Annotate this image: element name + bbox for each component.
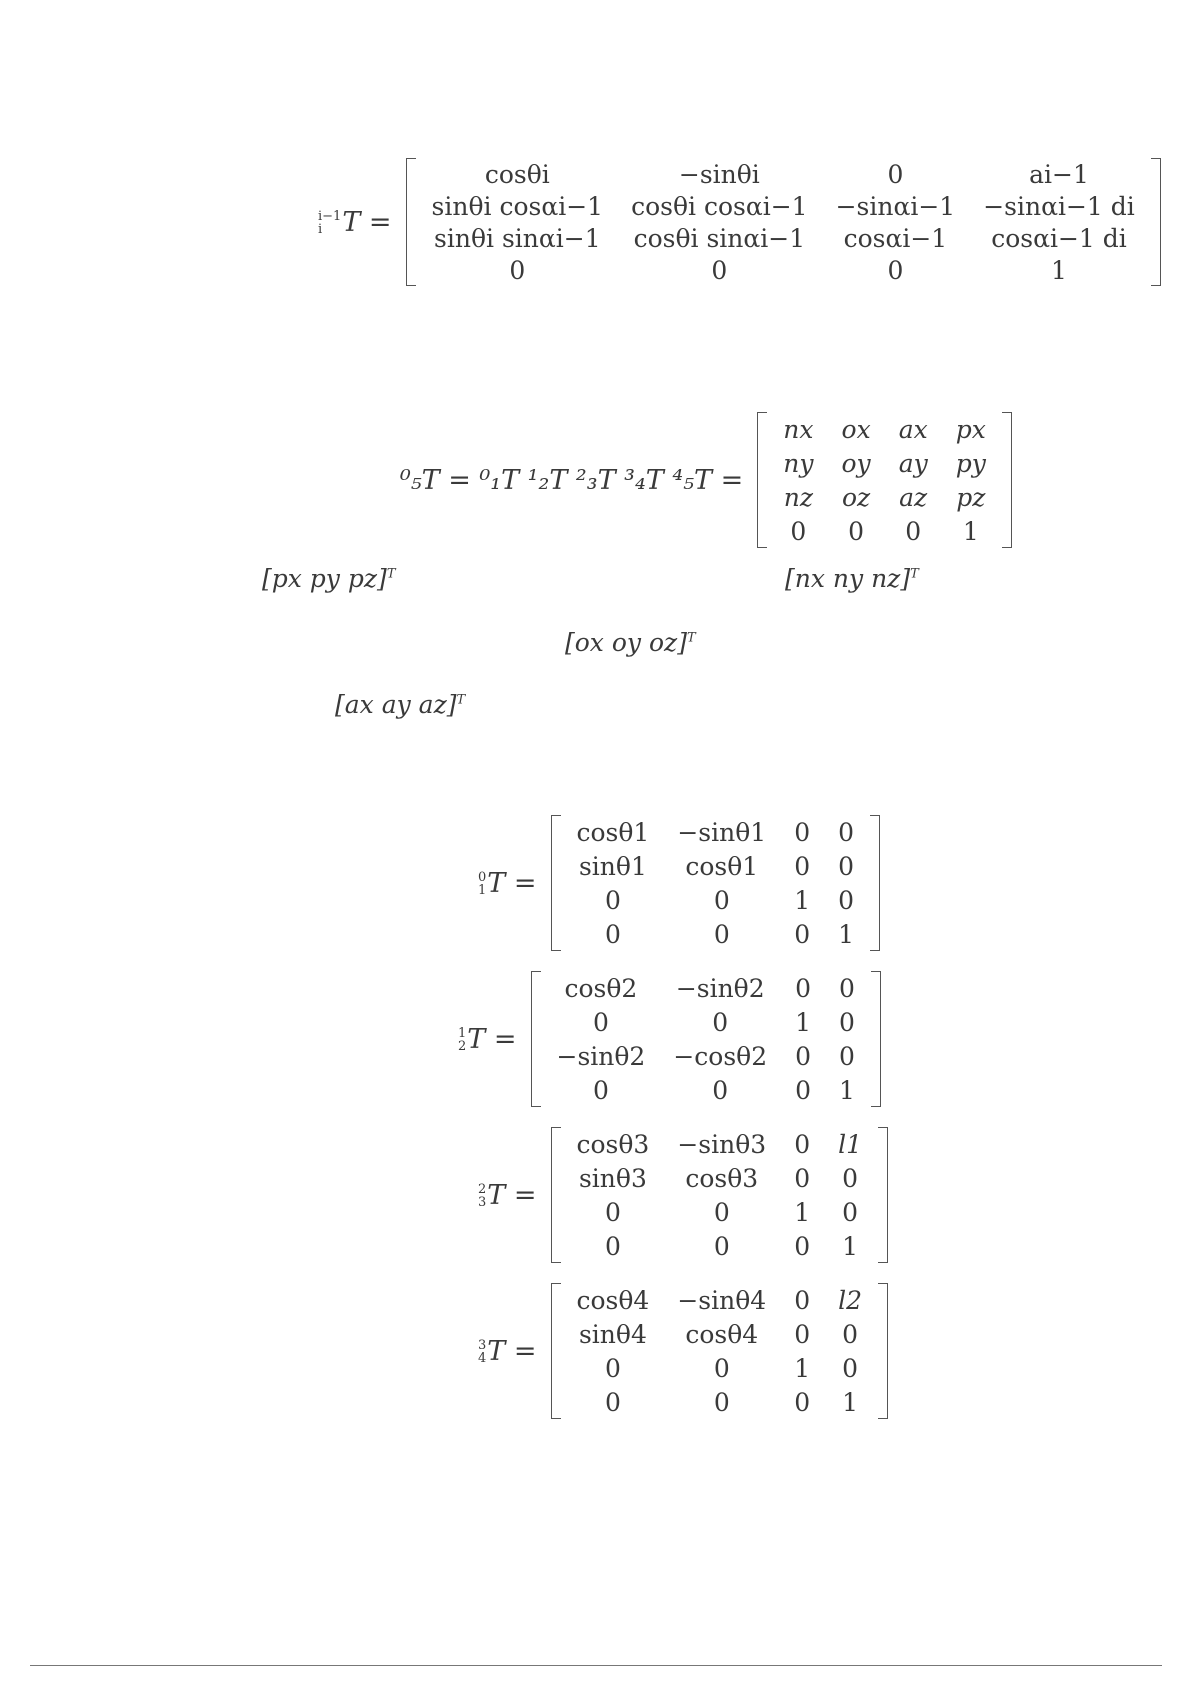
matrix-cell: sinθ3 [578, 1163, 647, 1193]
matrix-cell: cosθi cosαi−1 [631, 191, 808, 221]
matrix-cell: 0 [839, 1007, 855, 1037]
footer-divider [30, 1665, 1162, 1666]
dh-matrix [406, 158, 1161, 286]
matrix-cell: cosθi sinαi−1 [633, 223, 806, 253]
matrix-cell: sinθi cosαi−1 [431, 191, 604, 221]
matrix-cell: 0 [713, 1353, 730, 1383]
matrix-row [563, 1127, 877, 1161]
matrix-1-2 [531, 971, 881, 1107]
matrix-cell: 0 [604, 919, 621, 949]
matrix-row [563, 1229, 877, 1263]
matrix-cell: cosθ4 [576, 1285, 650, 1315]
matrix-0-1 [551, 815, 881, 951]
transform-2-3: 2 3 T = cosθ3 −sinθ3 0 l1 sinθ3 cosθ3 0 0 0 0 1 0 0 0 0 1 [478, 1127, 888, 1263]
matrix-cell: 1 [838, 919, 854, 949]
matrix-cell: 0 [842, 1163, 858, 1193]
dh-lhs-text: T = [342, 206, 392, 238]
total-matrix [757, 412, 1012, 548]
matrix-cell: 1 [794, 1353, 811, 1383]
matrix-row [563, 849, 869, 883]
matrix-cell: 0 [509, 255, 526, 285]
matrix-cell: 0 [795, 1075, 812, 1105]
matrix-cell: 0 [887, 255, 904, 285]
matrix-cell: 0 [711, 255, 728, 285]
normal-vector: [nx ny nz]$^T$ [785, 564, 919, 593]
matrix-cell: 0 [794, 1387, 811, 1417]
matrix-cell: −cosθ2 [673, 1041, 768, 1071]
matrix-cell: 1 [1051, 255, 1067, 285]
matrix-cell: 0 [842, 1353, 858, 1383]
matrix-3-4 [551, 1283, 889, 1419]
dh-lhs-sub: i [318, 222, 323, 237]
transform-0-1: 0 1 T = cosθ1 −sinθ1 0 0 sinθ1 cosθ1 0 0 0 0 1 0 0 0 0 1 [478, 815, 880, 951]
matrix-cell: −sinθ1 [677, 817, 767, 847]
matrix-cell: 0 [838, 817, 854, 847]
matrix-cell: −sinθi [678, 159, 760, 189]
matrix-cell: cosαi−1 di [991, 223, 1127, 253]
matrix-cell: 0 [794, 1129, 811, 1159]
matrix-cell: 0 [839, 973, 855, 1003]
matrix-cell: 0 [842, 1319, 858, 1349]
dh-matrix-table [418, 158, 1149, 286]
matrix-row [563, 883, 869, 917]
matrix-cell: cosθ3 [576, 1129, 650, 1159]
matrix-row [418, 222, 1149, 254]
matrix-cell: 1 [842, 1231, 858, 1261]
matrix-row [563, 1195, 877, 1229]
matrix-cell: 0 [838, 885, 854, 915]
matrix-cell: 0 [592, 1007, 609, 1037]
matrix-cell: 0 [604, 1231, 621, 1261]
matrix-cell: 0 [838, 851, 854, 881]
matrix-cell: −sinθ2 [675, 973, 765, 1003]
matrix-cell: cosθ1 [685, 851, 759, 881]
matrix-cell: 0 [905, 516, 922, 546]
transform-1-2: 1 2 T = cosθ2 −sinθ2 0 0 0 0 1 0 −sinθ2 −cosθ2 0 0 0 0 0 1 [458, 971, 881, 1107]
matrix-cell: 0 [794, 1231, 811, 1261]
total-matrix-table [769, 412, 1000, 548]
matrix-row [543, 1005, 869, 1039]
matrix-cell: l1 [838, 1129, 862, 1159]
matrix-cell: 0 [795, 1041, 812, 1071]
matrix-cell: ax [898, 414, 928, 444]
matrix-cell: ny [783, 448, 814, 478]
matrix-row [769, 412, 1000, 446]
matrix-cell: oz [841, 482, 871, 512]
transform-3-4: 3 4 T = cosθ4 −sinθ4 0 l2 sinθ4 cosθ4 0 0 0 0 1 0 0 0 0 1 [478, 1283, 888, 1419]
matrix-row [563, 1161, 877, 1195]
orientation-vector: [ox oy oz]$^T$ [565, 628, 696, 657]
matrix-cell: ay [898, 448, 928, 478]
matrix-row [563, 1317, 877, 1351]
dh-transform-equation [318, 158, 1161, 286]
matrix-cell: 0 [790, 516, 807, 546]
matrix-cell: 1 [842, 1387, 858, 1417]
total-lhs: ⁰₅T = ⁰₁T ¹₂T ²₃T ³₄T ⁴₅T = [400, 464, 744, 496]
matrix-row [563, 1283, 877, 1317]
matrix-cell: oy [841, 448, 871, 478]
matrix-cell: pz [956, 482, 986, 512]
matrix-cell: ai−1 [1029, 159, 1089, 189]
matrix-cell: 0 [712, 1075, 729, 1105]
matrix-row [563, 815, 869, 849]
matrix-cell: ox [841, 414, 871, 444]
matrix-cell: cosθ2 [564, 973, 638, 1003]
approach-vector: [ax ay az]$^T$ [335, 690, 466, 719]
matrix-cell: 0 [713, 1387, 730, 1417]
matrix-cell: cosαi−1 [843, 223, 948, 253]
position-vector: [px py pz]$^T$ [262, 564, 396, 593]
matrix-cell: 0 [712, 1007, 729, 1037]
matrix-cell: 0 [839, 1041, 855, 1071]
matrix-row [769, 514, 1000, 548]
matrix-2-3 [551, 1127, 889, 1263]
matrix-cell: 1 [962, 516, 979, 546]
matrix-cell: 0 [795, 973, 812, 1003]
matrix-cell: −sinαi−1 di [983, 191, 1135, 221]
matrix-cell: 0 [713, 1197, 730, 1227]
matrix-row [418, 158, 1149, 190]
matrix-cell: 0 [592, 1075, 609, 1105]
matrix-cell: sinθ1 [578, 851, 647, 881]
matrix-cell: sinθi sinαi−1 [434, 223, 601, 253]
matrix-cell: 0 [794, 851, 811, 881]
matrix-cell: 0 [713, 919, 730, 949]
matrix-cell: 1 [795, 1007, 812, 1037]
matrix-cell: cosθ3 [685, 1163, 759, 1193]
matrix-cell: −sinθ3 [677, 1129, 767, 1159]
matrix-row [418, 254, 1149, 286]
matrix-cell: nz [783, 482, 814, 512]
matrix-cell: 0 [794, 1319, 811, 1349]
matrix-row [543, 1039, 869, 1073]
matrix-cell: nx [783, 414, 814, 444]
matrix-cell: 0 [713, 1231, 730, 1261]
matrix-row [543, 1073, 869, 1107]
matrix-cell: −sinθ2 [556, 1041, 646, 1071]
matrix-cell: px [955, 414, 986, 444]
matrix-cell: 0 [794, 919, 811, 949]
matrix-cell: 0 [794, 817, 811, 847]
matrix-cell: cosθi [484, 159, 550, 189]
matrix-cell: 1 [839, 1075, 855, 1105]
matrix-cell: cosθ4 [685, 1319, 759, 1349]
matrix-row [563, 1385, 877, 1419]
matrix-cell: 0 [604, 1197, 621, 1227]
matrix-cell: az [899, 482, 928, 512]
matrix-row [418, 190, 1149, 222]
matrix-cell: −sinαi−1 [835, 191, 956, 221]
matrix-row [563, 1351, 877, 1385]
matrix-cell: 0 [604, 1353, 621, 1383]
matrix-cell: 0 [887, 159, 904, 189]
matrix-cell: 0 [604, 885, 621, 915]
matrix-cell: −sinθ4 [677, 1285, 767, 1315]
matrix-cell: 0 [848, 516, 865, 546]
matrix-cell: 0 [794, 1163, 811, 1193]
matrix-cell: sinθ4 [578, 1319, 647, 1349]
matrix-row [769, 446, 1000, 480]
total-transform-equation [400, 412, 1012, 548]
matrix-cell: py [955, 448, 986, 478]
matrix-row [769, 480, 1000, 514]
matrix-cell: 0 [604, 1387, 621, 1417]
matrix-cell: l2 [838, 1285, 862, 1315]
matrix-row [543, 971, 869, 1005]
matrix-cell: cosθ1 [576, 817, 650, 847]
matrix-cell: 0 [842, 1197, 858, 1227]
matrix-row [563, 917, 869, 951]
matrix-cell: 0 [794, 1285, 811, 1315]
dh-lhs [318, 207, 392, 238]
matrix-cell: 0 [713, 885, 730, 915]
matrix-cell: 1 [794, 885, 811, 915]
dh-lhs-super: i−1 [318, 209, 342, 224]
matrix-cell: 1 [794, 1197, 811, 1227]
